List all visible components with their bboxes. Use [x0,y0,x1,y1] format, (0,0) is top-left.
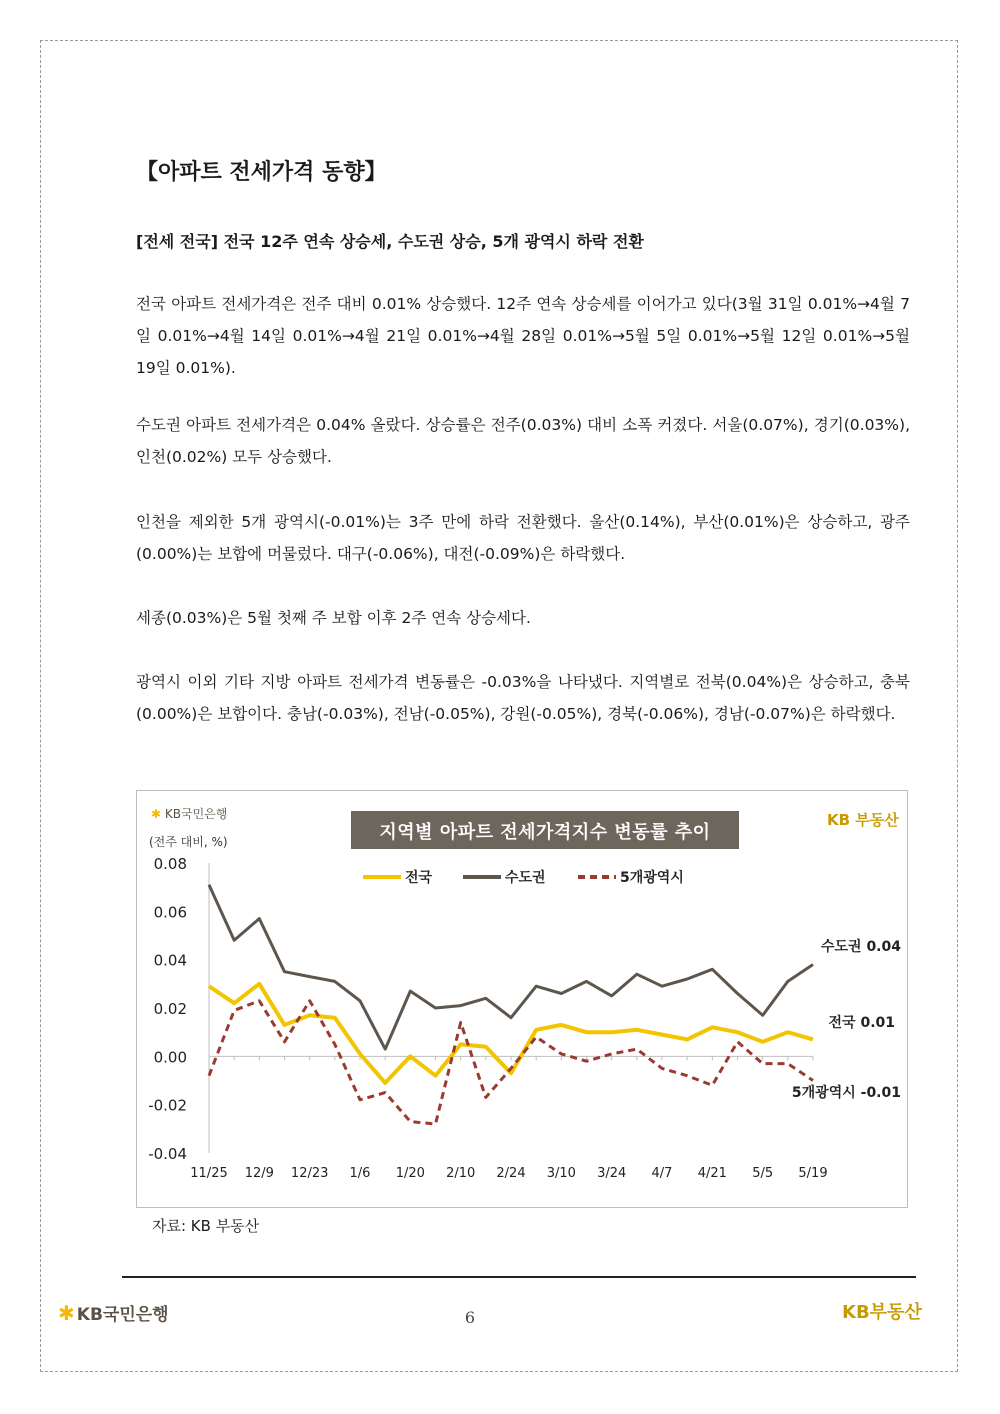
y-tick-label: 0.06 [153,903,187,922]
footer-bank-logo [58,1300,169,1325]
x-tick-label: 12/23 [290,1166,329,1181]
chart-estate-logo: KB 부동산 [827,811,899,829]
series-end-annotation: 5개광역시 -0.01 [791,1085,901,1101]
series-end-annotation: 수도권 0.04 [821,939,901,955]
legend-label: 5개광역시 [620,870,684,886]
x-tick-label: 2/10 [446,1166,476,1181]
paragraph-sejong: 세종(0.03%)은 5월 첫째 주 보합 이후 2주 연속 상승세다. [136,609,531,627]
kb-star-icon: ✱ [151,807,162,821]
chart-source: 자료: KB 부동산 [152,1217,260,1235]
paragraph-national: 전국 아파트 전세가격은 전주 대비 0.01% 상승했다. 12주 연속 상승세를 이어가고 있다(3월 31일 0.01%→4월 7일 0.01%→4월 14일 0.01%→4월 21일 0.01%→4월 28일 0.01%→5월 5일 0.01%→5월 12일 0.01%→5월 19일 0.01%). [136,295,910,377]
series-end-annotation: 전국 0.01 [828,1015,895,1031]
x-tick-label: 3/24 [597,1166,627,1181]
chart-bank-logo-text: KB국민은행 [164,807,228,821]
series-line-1 [209,885,813,1049]
y-tick-label: 0.08 [153,855,187,873]
y-tick-label: 0.04 [153,951,187,970]
footer-estate-logo: KB부동산 [842,1302,922,1323]
page-number: 6 [464,1308,476,1327]
chart-container [136,790,908,1208]
kb-star-icon: ✱ [58,1301,75,1325]
x-tick-label: 4/7 [651,1166,673,1181]
legend-label: 전국 [405,870,433,886]
line-chart [137,791,907,1207]
x-tick-label: 3/10 [546,1166,576,1181]
paragraph-capital-area: 수도권 아파트 전세가격은 0.04% 올랐다. 상승률은 전주(0.03%) 대비 소폭 커졌다. 서울(0.07%), 경기(0.03%), 인천(0.02%) 모두 상승했다. [136,416,910,466]
y-tick-label: 0.00 [153,1048,187,1067]
x-tick-label: 5/19 [798,1166,828,1181]
y-tick-label: -0.04 [148,1145,187,1163]
x-tick-label: 11/25 [190,1166,228,1181]
x-tick-label: 1/20 [395,1166,425,1181]
y-tick-label: -0.02 [148,1096,187,1115]
y-axis-unit-label: (전주 대비, %) [149,835,228,849]
footer-bank-logo-text: KB국민은행 [76,1305,169,1325]
series-line-2 [209,1001,813,1124]
section-title: 【아파트 전세가격 동향】 [136,160,387,185]
y-tick-label: 0.02 [153,1000,187,1018]
x-tick-label: 4/21 [697,1166,727,1181]
x-tick-label: 12/9 [244,1166,274,1181]
legend-label: 수도권 [505,870,546,886]
x-tick-label: 1/6 [349,1166,371,1181]
x-tick-label: 2/24 [496,1166,526,1181]
paragraph-metro-cities: 인천을 제외한 5개 광역시(-0.01%)는 3주 만에 하락 전환했다. 울산(0.14%), 부산(0.01%)은 상승하고, 광주(0.00%)는 보합에 머물렀다. 대구(-0.06%), 대전(-0.09%)은 하락했다. [136,513,910,563]
paragraph-other-regions: 광역시 이외 기타 지방 아파트 전세가격 변동률은 -0.03%을 나타냈다. 지역별로 전북(0.04%)은 상승하고, 충북(0.00%)은 보합이다. 충남(-0.03%), 전남(-0.05%), 강원(-0.05%), 경북(-0.06%), 경남(-0.07%)은 하락했다. [136,673,910,723]
headline: [전세 전국] 전국 12주 연속 상승세, 수도권 상승, 5개 광역시 하락 전환 [136,232,644,251]
x-tick-label: 5/5 [752,1166,774,1181]
chart-title: 지역별 아파트 전세가격지수 변동률 추이 [379,822,711,843]
footer-divider [122,1276,916,1278]
